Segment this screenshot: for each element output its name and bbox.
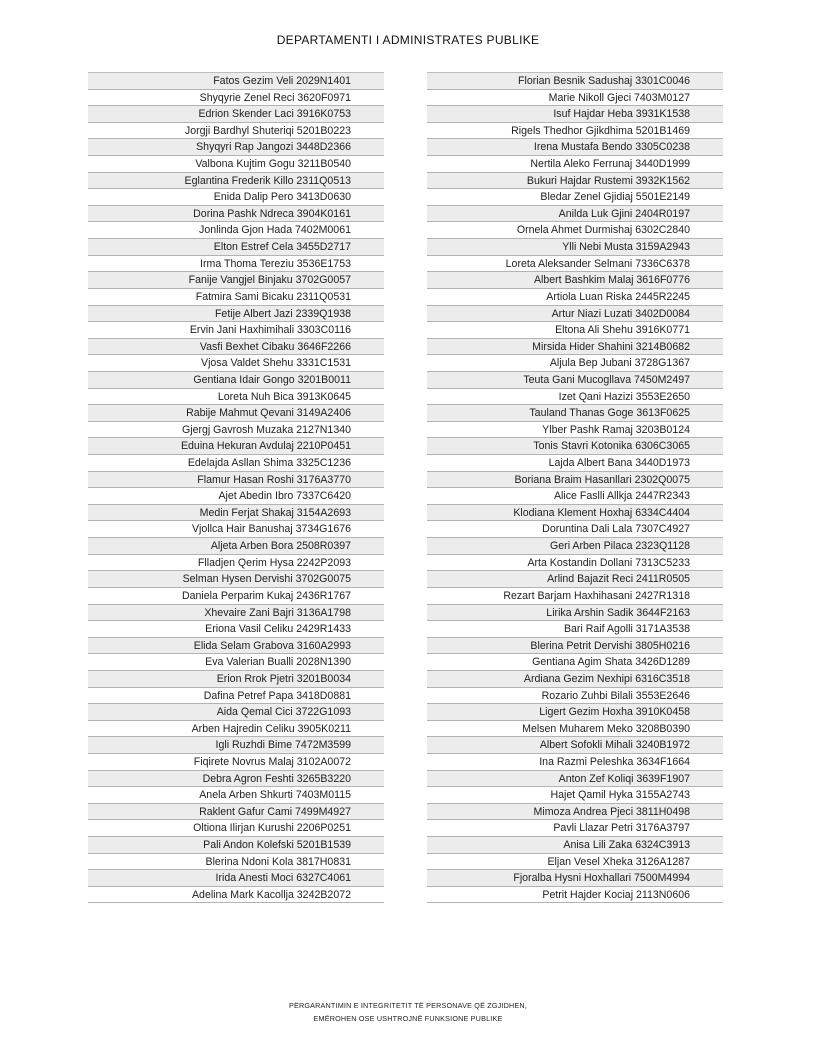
list-item: Enida Dalip Pero 3413D0630 [88, 189, 384, 206]
list-item: Fjoralba Hysni Hoxhallari 7500M4994 [427, 870, 723, 887]
list-item: Irma Thoma Tereziu 3536E1753 [88, 256, 384, 273]
list-item: Klodiana Klement Hoxhaj 6334C4404 [427, 505, 723, 522]
list-item: Tonis Stavri Kotonika 6306C3065 [427, 438, 723, 455]
list-item: Alice Faslli Allkja 2447R2343 [427, 488, 723, 505]
list-item: Adelina Mark Kacollja 3242B2072 [88, 887, 384, 904]
list-item: Selman Hysen Dervishi 3702G0075 [88, 571, 384, 588]
list-item: Gentiana Idair Gongo 3201B0011 [88, 372, 384, 389]
list-item: Edelajda Asllan Shima 3325C1236 [88, 455, 384, 472]
list-item: Anton Zef Koliqi 3639F1907 [427, 771, 723, 788]
list-item: Blerina Ndoni Kola 3817H0831 [88, 854, 384, 871]
list-item: Bari Raif Agolli 3171A3538 [427, 621, 723, 638]
footer-note [0, 999, 816, 1025]
list-item: Artur Niazi Luzati 3402D0084 [427, 306, 723, 323]
list-item: Lajda Albert Bana 3440D1973 [427, 455, 723, 472]
list-item: Medin Ferjat Shakaj 3154A2693 [88, 505, 384, 522]
list-item: Dafina Petref Papa 3418D0881 [88, 688, 384, 705]
list-item: Ajet Abedin Ibro 7337C6420 [88, 488, 384, 505]
list-item: Ornela Ahmet Durmishaj 6302C2840 [427, 222, 723, 239]
list-item: Arlind Bajazit Reci 2411R0505 [427, 571, 723, 588]
list-item: Marie Nikoll Gjeci 7403M0127 [427, 90, 723, 107]
list-item: Igli Ruzhdi Bime 7472M3599 [88, 737, 384, 754]
list-item: Ardiana Gezim Nexhipi 6316C3518 [427, 671, 723, 688]
list-item: Albert Sofokli Mihali 3240B1972 [427, 737, 723, 754]
list-item: Anisa Lili Zaka 6324C3913 [427, 837, 723, 854]
list-item: Ylber Pashk Ramaj 3203B0124 [427, 422, 723, 439]
list-item: Debra Agron Feshti 3265B3220 [88, 771, 384, 788]
list-item: Irena Mustafa Bendo 3305C0238 [427, 139, 723, 156]
list-item: Ina Razmi Peleshka 3634F1664 [427, 754, 723, 771]
list-item: Florian Besnik Sadushaj 3301C0046 [427, 73, 723, 90]
list-item: Geri Arben Pilaca 2323Q1128 [427, 538, 723, 555]
list-item: Eglantina Frederik Killo 2311Q0513 [88, 173, 384, 190]
list-item: Mimoza Andrea Pjeci 3811H0498 [427, 804, 723, 821]
list-item: Eva Valerian Bualli 2028N1390 [88, 654, 384, 671]
list-item: Mirsida Hider Shahini 3214B0682 [427, 339, 723, 356]
list-item: Tauland Thanas Goge 3613F0625 [427, 405, 723, 422]
list-item: Shyqyrie Zenel Reci 3620F0971 [88, 90, 384, 107]
list-item: Bledar Zenel Gjidiaj 5501E2149 [427, 189, 723, 206]
list-item: Xhevaire Zani Bajri 3136A1798 [88, 605, 384, 622]
list-item: Hajet Qamil Hyka 3155A2743 [427, 787, 723, 804]
list-item: Blerina Petrit Dervishi 3805H0216 [427, 638, 723, 655]
list-item: Valbona Kujtim Gogu 3211B0540 [88, 156, 384, 173]
list-item: Eltona Ali Shehu 3916K0771 [427, 322, 723, 339]
list-item: Ylli Nebi Musta 3159A2943 [427, 239, 723, 256]
footer-line-2: EMËROHEN OSE USHTROJNË FUNKSIONE PUBLIKE [313, 1014, 503, 1023]
list-item: Teuta Gani Mucogllava 7450M2497 [427, 372, 723, 389]
list-item: Vjosa Valdet Shehu 3331C1531 [88, 355, 384, 372]
list-item: Irida Anesti Moci 6327C4061 [88, 870, 384, 887]
page-title: DEPARTAMENTI I ADMINISTRATES PUBLIKE [276, 33, 540, 47]
list-item: Gjergj Gavrosh Muzaka 2127N1340 [88, 422, 384, 439]
list-item: Izet Qani Hazizi 3553E2650 [427, 389, 723, 406]
list-item: Gentiana Agim Shata 3426D1289 [427, 654, 723, 671]
list-item: Fatos Gezim Veli 2029N1401 [88, 73, 384, 90]
list-item: Rabije Mahmut Qevani 3149A2406 [88, 405, 384, 422]
list-item: Nertila Aleko Ferrunaj 3440D1999 [427, 156, 723, 173]
list-item: Fiqirete Novrus Malaj 3102A0072 [88, 754, 384, 771]
list-item: Fanije Vangjel Binjaku 3702G0057 [88, 272, 384, 289]
list-item: Artiola Luan Riska 2445R2245 [427, 289, 723, 306]
list-item: Aida Qemal Cici 3722G1093 [88, 704, 384, 721]
list-item: Daniela Perparim Kukaj 2436R1767 [88, 588, 384, 605]
list-item: Vjollca Hair Banushaj 3734G1676 [88, 521, 384, 538]
list-item: Albert Bashkim Malaj 3616F0776 [427, 272, 723, 289]
list-item: Elida Selam Grabova 3160A2993 [88, 638, 384, 655]
list-item: Flamur Hasan Roshi 3176A3770 [88, 472, 384, 489]
list-item: Eriona Vasil Celiku 2429R1433 [88, 621, 384, 638]
list-item: Aljeta Arben Bora 2508R0397 [88, 538, 384, 555]
list-item: Rigels Thedhor Gjikdhima 5201B1469 [427, 123, 723, 140]
list-item: Rozario Zuhbi Bilali 3553E2646 [427, 688, 723, 705]
list-item: Dorina Pashk Ndreca 3904K0161 [88, 206, 384, 223]
list-item: Boriana Braim Hasanllari 2302Q0075 [427, 472, 723, 489]
footer-line-1: PËRGARANTIMIN E INTEGRITETIT TË PERSONAVE QË ZGJIDHEN, [288, 1001, 528, 1010]
list-item: Fetije Albert Jazi 2339Q1938 [88, 306, 384, 323]
list-item: Oltiona Ilirjan Kurushi 2206P0251 [88, 820, 384, 837]
list-item: Ervin Jani Haxhimihali 3303C0116 [88, 322, 384, 339]
list-item: Elton Estref Cela 3455D2717 [88, 239, 384, 256]
list-item: Pavli Llazar Petri 3176A3797 [427, 820, 723, 837]
list-item: Isuf Hajdar Heba 3931K1538 [427, 106, 723, 123]
list-item: Flladjen Qerim Hysa 2242P2093 [88, 555, 384, 572]
list-item: Vasfi Bexhet Cibaku 3646F2266 [88, 339, 384, 356]
list-item: Raklent Gafur Cami 7499M4927 [88, 804, 384, 821]
list-item: Jonlinda Gjon Hada 7402M0061 [88, 222, 384, 239]
list-item: Edrion Skender Laci 3916K0753 [88, 106, 384, 123]
list-item: Petrit Hajder Kociaj 2113N0606 [427, 887, 723, 904]
list-item: Aljula Bep Jubani 3728G1367 [427, 355, 723, 372]
list-item: Shyqyri Rap Jangozi 3448D2366 [88, 139, 384, 156]
right-name-list [427, 72, 723, 903]
list-item: Eduina Hekuran Avdulaj 2210P0451 [88, 438, 384, 455]
list-item: Doruntina Dali Lala 7307C4927 [427, 521, 723, 538]
list-item: Jorgji Bardhyl Shuteriqi 5201B0223 [88, 123, 384, 140]
list-item: Arta Kostandin Dollani 7313C5233 [427, 555, 723, 572]
list-item: Ligert Gezim Hoxha 3910K0458 [427, 704, 723, 721]
list-item: Rezart Barjam Haxhihasani 2427R1318 [427, 588, 723, 605]
list-item: Eljan Vesel Xheka 3126A1287 [427, 854, 723, 871]
list-item: Anilda Luk Gjini 2404R0197 [427, 206, 723, 223]
list-item: Loreta Nuh Bica 3913K0645 [88, 389, 384, 406]
list-item: Arben Hajredin Celiku 3905K0211 [88, 721, 384, 738]
list-item: Fatmira Sami Bicaku 2311Q0531 [88, 289, 384, 306]
list-item: Anela Arben Shkurti 7403M0115 [88, 787, 384, 804]
list-item: Erion Rrok Pjetri 3201B0034 [88, 671, 384, 688]
left-name-list [88, 72, 384, 903]
list-item: Pali Andon Kolefski 5201B1539 [88, 837, 384, 854]
list-item: Bukuri Hajdar Rustemi 3932K1562 [427, 173, 723, 190]
list-item: Loreta Aleksander Selmani 7336C6378 [427, 256, 723, 273]
list-item: Melsen Muharem Meko 3208B0390 [427, 721, 723, 738]
list-item: Lirika Arshin Sadik 3644F2163 [427, 605, 723, 622]
